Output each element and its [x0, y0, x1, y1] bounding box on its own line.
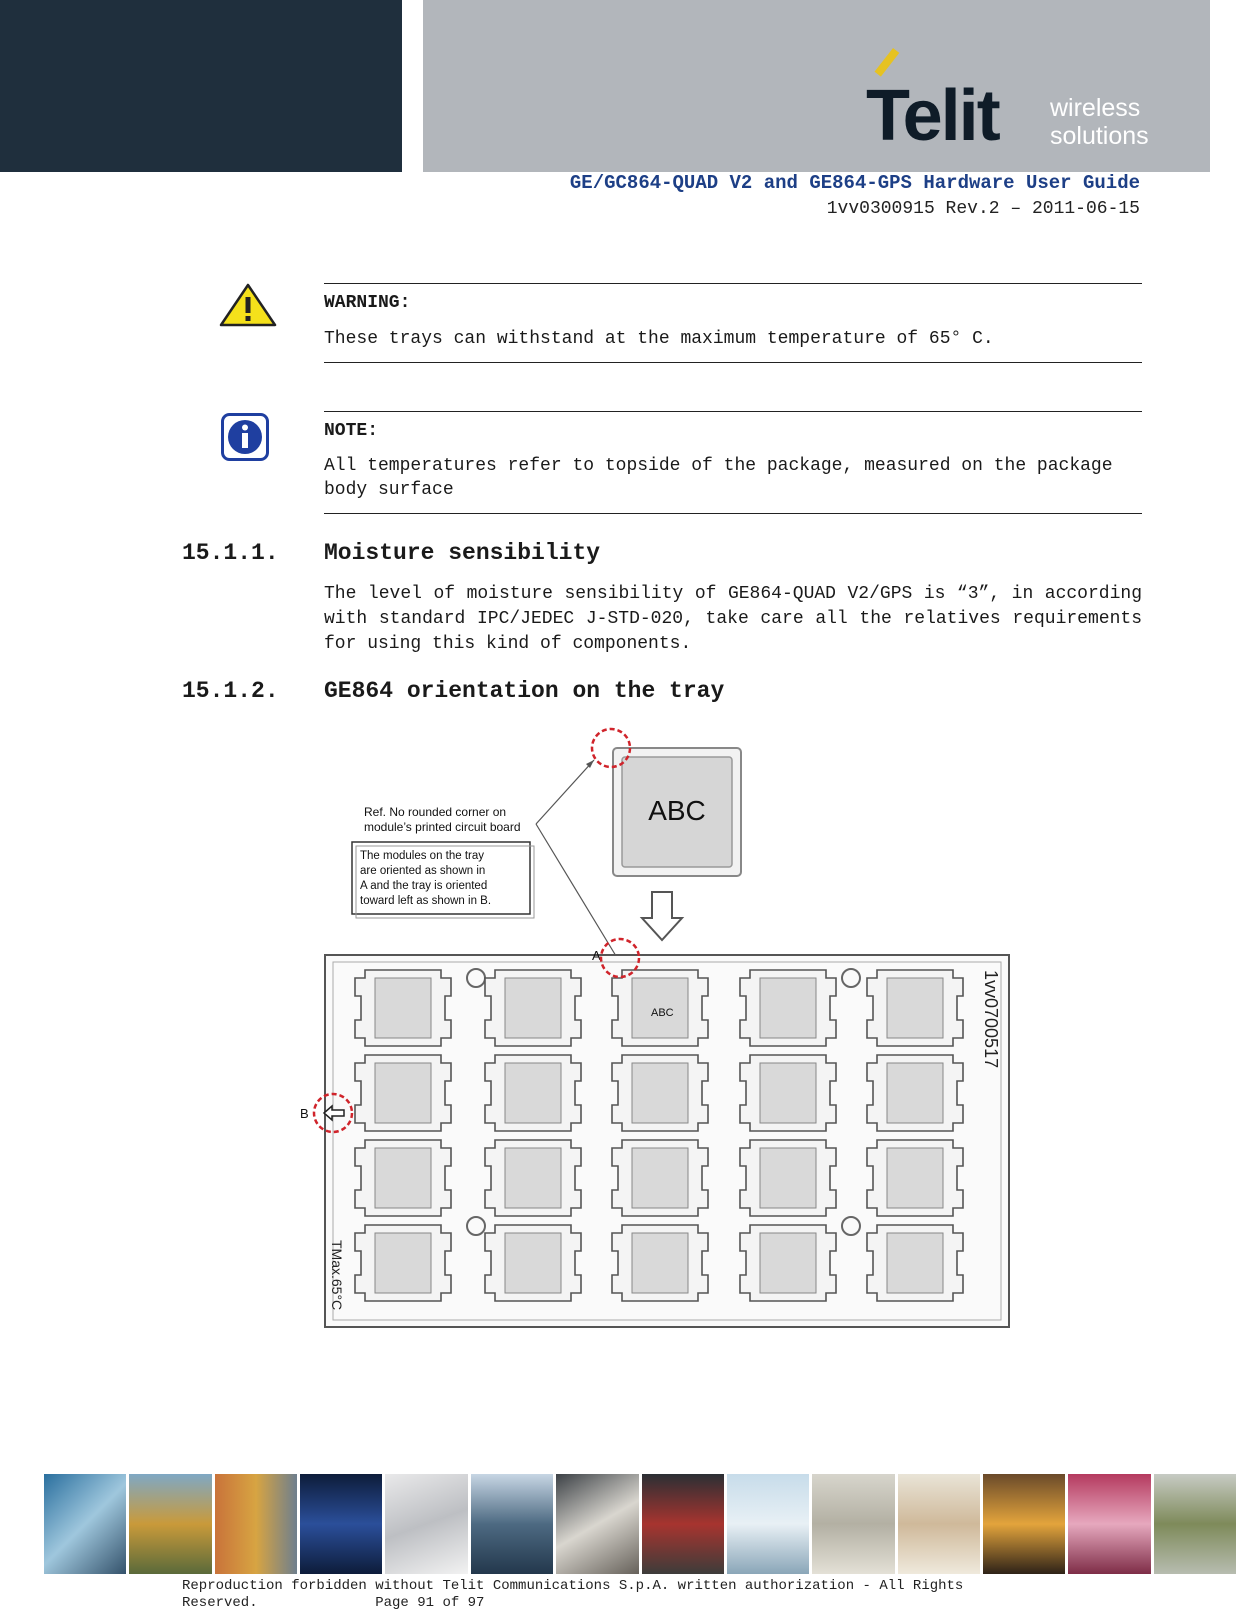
section-number-moisture: 15.1.1.	[182, 540, 279, 566]
logo-accent-mark	[875, 48, 900, 77]
footer-photo-6	[471, 1474, 553, 1574]
box-line-4: toward left as shown in B.	[360, 895, 492, 907]
tray-cell	[867, 1225, 963, 1301]
footer-photo-13	[1068, 1474, 1150, 1574]
leader-line-2	[536, 824, 616, 956]
module-small-label: ABC	[651, 1007, 674, 1019]
footer-photo-8	[642, 1474, 724, 1574]
logo-tagline-line1: wireless	[1050, 94, 1141, 122]
footer-photo-14	[1154, 1474, 1236, 1574]
tray-cell	[485, 1055, 581, 1131]
box-line-2: are oriented as shown in	[360, 865, 486, 877]
tray-cell	[612, 1055, 708, 1131]
leader-line-1	[536, 760, 594, 824]
note-title: NOTE:	[324, 421, 379, 441]
tray-cell	[485, 1140, 581, 1216]
tray-cell	[612, 1225, 708, 1301]
footer-photo-2	[129, 1474, 211, 1574]
footer-photo-11	[898, 1474, 980, 1574]
document-title: GE/GC864-QUAD V2 and GE864-GPS Hardware User Guide	[569, 172, 1140, 194]
logo-wordmark: Telit	[866, 76, 999, 156]
footer-photo-strip	[44, 1474, 1236, 1574]
tray	[325, 955, 1009, 1327]
box-line-3: A and the tray is oriented	[360, 880, 488, 892]
module-detail	[592, 729, 741, 876]
logo-tagline	[1050, 94, 1149, 150]
tray-cell	[612, 1140, 708, 1216]
telit-logo	[866, 48, 1166, 156]
warning-callout	[324, 283, 1142, 363]
logo-tagline-line2: solutions	[1050, 122, 1149, 150]
tray-cell	[740, 1140, 836, 1216]
footer-photo-3	[215, 1474, 297, 1574]
footer-line-1: Reproduction forbidden without Telit Communications S.p.A. written authorization - All Rights	[182, 1578, 964, 1594]
note-callout	[324, 411, 1142, 514]
marker-b-label: B	[300, 1106, 309, 1121]
tray-temp: TMax.65°C	[329, 1240, 345, 1311]
note-body: All temperatures refer to topside of the package, measured on the package body surface	[324, 456, 1113, 500]
tray-cell	[867, 1055, 963, 1131]
ref-label-line1: Ref. No rounded corner on	[364, 805, 507, 819]
section-body-moisture: The level of moisture sensibility of GE864-QUAD V2/GPS is “3”, in according with standard IPC/JEDEC J-STD-020, take care all the relatives requirements for using this kind of components.	[324, 584, 1142, 654]
header-dark-panel	[0, 0, 402, 172]
tray-cell	[740, 970, 836, 1046]
footer-photo-7	[556, 1474, 638, 1574]
tray-cell	[355, 1055, 451, 1131]
info-icon	[221, 413, 269, 466]
module-big-label: ABC	[648, 795, 706, 826]
footer-copyright	[182, 1578, 1082, 1612]
box-line-1: The modules on the tray	[360, 850, 485, 862]
footer-photo-10	[812, 1474, 894, 1574]
section-title-orientation: GE864 orientation on the tray	[324, 678, 725, 704]
tray-code: 1vv0700517	[981, 970, 1001, 1069]
warning-title: WARNING:	[324, 293, 411, 313]
footer-photo-4	[300, 1474, 382, 1574]
tray-cell	[740, 1055, 836, 1131]
section-title-moisture: Moisture sensibility	[324, 540, 601, 566]
down-arrow-icon	[642, 892, 682, 940]
tray-cell	[867, 970, 963, 1046]
document-revision: 1vv0300915 Rev.2 – 2011-06-15	[826, 199, 1140, 219]
section-number-orientation: 15.1.2.	[182, 678, 279, 704]
footer-photo-5	[385, 1474, 467, 1574]
tray-cell	[485, 1225, 581, 1301]
tray-orientation-figure	[300, 720, 1040, 1340]
tray-cell	[355, 1225, 451, 1301]
footer-photo-9	[727, 1474, 809, 1574]
warning-body: These trays can withstand at the maximum temperature of 65° C.	[324, 329, 994, 349]
tray-cell	[355, 1140, 451, 1216]
tray-cell	[355, 970, 451, 1046]
tray-cell	[740, 1225, 836, 1301]
footer-photo-12	[983, 1474, 1065, 1574]
warning-icon	[219, 283, 277, 332]
tray-cell	[485, 970, 581, 1046]
footer-line-2: Reserved. Page 91 of 97	[182, 1595, 485, 1611]
ref-label-line2: module’s printed circuit board	[364, 820, 521, 834]
footer-photo-1	[44, 1474, 126, 1574]
tray-cell	[867, 1140, 963, 1216]
marker-a-label: A	[592, 948, 601, 963]
